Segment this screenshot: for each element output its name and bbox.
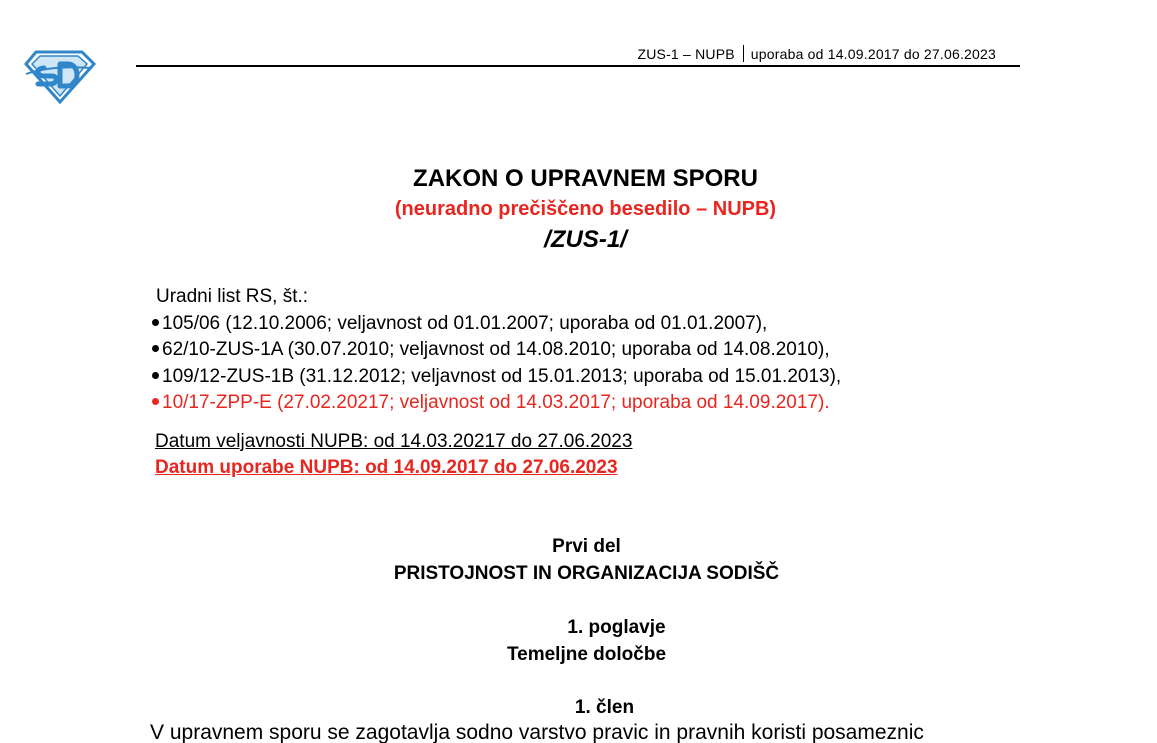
gazette-entry-text: 10/17-ZPP-E (27.02.20217; veljavnost od 14.03.2017; uporaba od 14.09.2017). <box>162 392 830 413</box>
bullet-icon <box>152 372 159 379</box>
gazette-entry-text: 105/06 (12.10.2006; veljavnost od 01.01.2007; uporaba od 01.01.2007), <box>162 312 768 334</box>
bullet-icon <box>152 345 159 352</box>
gazette-entry <box>152 337 841 364</box>
chapter-title: Temeljne določbe <box>506 644 667 665</box>
part-title: PRISTOJNOST IN ORGANIZACIJA SODIŠČ <box>393 563 780 584</box>
validity-date-line: Datum veljavnosti NUPB: od 14.03.20217 do 27.06.2023 <box>155 431 633 452</box>
header-usage-range: uporaba od 14.09.2017 do 27.06.2023 <box>750 46 996 62</box>
gazette-entry <box>152 311 841 338</box>
document-title: ZAKON O UPRAVNEM SPORU <box>413 165 758 192</box>
header-separator <box>743 45 744 62</box>
sd-diamond-logo-icon <box>22 46 96 104</box>
gazette-entry-text: 109/12-ZUS-1B (31.12.2012; veljavnost od 15.01.2013; uporaba od 15.01.2013), <box>162 365 842 387</box>
bullet-icon <box>152 319 159 326</box>
document-subtitle: (neuradno prečiščeno besedilo – NUPB) <box>394 198 777 220</box>
article-text: V upravnem sporu se zagotavlja sodno varstvo pravic in pravnih koristi posameznic <box>150 721 924 743</box>
gazette-intro: Uradni list RS, št.: <box>156 286 309 307</box>
gazette-entry-current <box>152 390 841 417</box>
gazette-list <box>152 284 841 417</box>
use-date-line: Datum uporabe NUPB: od 14.09.2017 do 27.06.2023 <box>155 457 618 478</box>
gazette-entry <box>152 364 841 391</box>
header-code: ZUS-1 – NUPB <box>637 46 735 62</box>
gazette-entry-text: 62/10-ZUS-1A (30.07.2010; veljavnost od 14.08.2010; uporaba od 14.08.2010), <box>162 339 830 360</box>
header-text <box>637 45 996 62</box>
validity-dates <box>155 429 632 481</box>
chapter-label: 1. poglavje <box>567 617 666 638</box>
document-abbreviation: /ZUS-1/ <box>544 226 627 253</box>
article-label: 1. člen <box>574 697 635 718</box>
bullet-icon <box>152 398 159 405</box>
part-label: Prvi del <box>552 536 621 557</box>
running-header <box>136 41 1020 67</box>
